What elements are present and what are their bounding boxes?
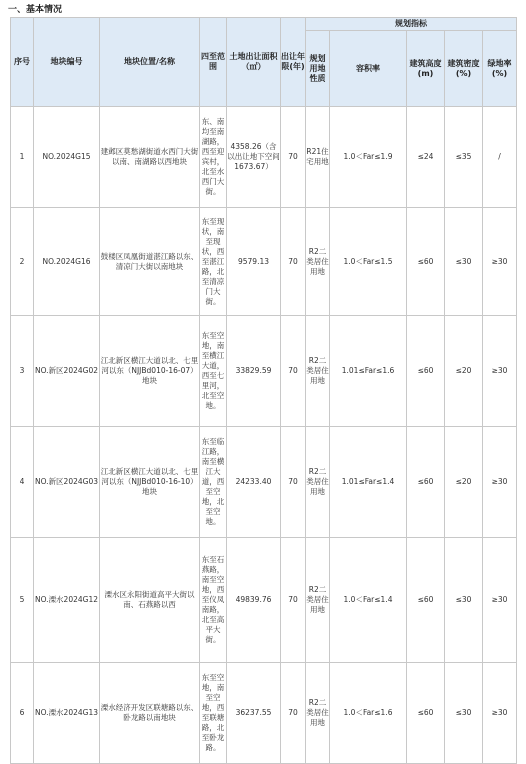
- term-cell: 70: [281, 538, 306, 663]
- term-cell: 70: [281, 316, 306, 427]
- area-cell: 36237.55: [227, 663, 281, 764]
- green-cell: ≥30: [483, 427, 517, 538]
- section-title: 一、基本情况: [8, 5, 63, 15]
- seq-cell: 1: [11, 107, 34, 208]
- header-term: 出让年限(年): [281, 18, 306, 107]
- term-cell: 70: [281, 107, 306, 208]
- density-cell: ≤30: [445, 538, 483, 663]
- header-area: 土地出让面积（㎡）: [227, 18, 281, 107]
- use-cell: R2二类居住用地: [306, 427, 330, 538]
- density-cell: ≤20: [445, 316, 483, 427]
- location-cell: 江北新区横江大道以北、七里河以东（NJJBd010-16-07）地块: [100, 316, 200, 427]
- table-row: [11, 538, 517, 663]
- far-cell: 1.0＜Far≤1.5: [330, 208, 407, 316]
- height-cell: ≤24: [407, 107, 445, 208]
- far-cell: 1.0＜Far≤1.4: [330, 538, 407, 663]
- use-cell: R21住宅用地: [306, 107, 330, 208]
- boundary-cell: 东至空地，南至空地，西至联塘路，北至卧龙路。: [200, 663, 227, 764]
- far-cell: 1.0＜Far≤1.9: [330, 107, 407, 208]
- area-cell: 4358.26（含以出让地下空间1673.67）: [227, 107, 281, 208]
- parcel-no-cell: NO.2024G15: [34, 107, 100, 208]
- boundary-cell: 东至石燕路，南至空地，西至仪凤南路，北至高平大街。: [200, 538, 227, 663]
- parcel-no-cell: NO.溧水2024G13: [34, 663, 100, 764]
- use-cell: R2二类居住用地: [306, 208, 330, 316]
- parcel-no-cell: NO.新区2024G02: [34, 316, 100, 427]
- height-cell: ≤60: [407, 316, 445, 427]
- area-cell: 9579.13: [227, 208, 281, 316]
- far-cell: 1.01≤Far≤1.6: [330, 316, 407, 427]
- green-cell: ≥30: [483, 208, 517, 316]
- term-cell: 70: [281, 427, 306, 538]
- boundary-cell: 东至临江路，南至横江大道，西至空地，北至空地。: [200, 427, 227, 538]
- boundary-cell: 东、南均至南湖路，西至迎宾村，北至水西门大街。: [200, 107, 227, 208]
- header-height: 建筑高度(m): [407, 31, 445, 107]
- height-cell: ≤60: [407, 427, 445, 538]
- density-cell: ≤30: [445, 663, 483, 764]
- area-cell: 33829.59: [227, 316, 281, 427]
- far-cell: 1.0＜Far≤1.6: [330, 663, 407, 764]
- table-row: [11, 663, 517, 764]
- height-cell: ≤60: [407, 208, 445, 316]
- term-cell: 70: [281, 663, 306, 764]
- density-cell: ≤35: [445, 107, 483, 208]
- location-cell: 江北新区横江大道以北、七里河以东（NJJBd010-16-10）地块: [100, 427, 200, 538]
- location-cell: 建邺区莫愁湖街道水西门大街以南、南湖路以西地块: [100, 107, 200, 208]
- use-cell: R2二类居住用地: [306, 663, 330, 764]
- density-cell: ≤20: [445, 427, 483, 538]
- table-row: [11, 208, 517, 316]
- header-planning-group: 规划指标: [306, 18, 517, 31]
- location-cell: 溧水区永阳街道高平大街以南、石燕路以西: [100, 538, 200, 663]
- use-cell: R2二类居住用地: [306, 316, 330, 427]
- parcel-no-cell: NO.新区2024G03: [34, 427, 100, 538]
- far-cell: 1.01≤Far≤1.4: [330, 427, 407, 538]
- header-location: 地块位置/名称: [100, 18, 200, 107]
- table-row: [11, 316, 517, 427]
- header-density: 建筑密度(%): [445, 31, 483, 107]
- boundary-cell: 东至空地，南至横江大道，西至七里河，北至空地。: [200, 316, 227, 427]
- term-cell: 70: [281, 208, 306, 316]
- height-cell: ≤60: [407, 538, 445, 663]
- area-cell: 49839.76: [227, 538, 281, 663]
- seq-cell: 6: [11, 663, 34, 764]
- parcel-no-cell: NO.2024G16: [34, 208, 100, 316]
- header-seq: 序号: [11, 18, 34, 107]
- seq-cell: 3: [11, 316, 34, 427]
- seq-cell: 2: [11, 208, 34, 316]
- density-cell: ≤30: [445, 208, 483, 316]
- table-row: [11, 107, 517, 208]
- header-boundary: 四至范围: [200, 18, 227, 107]
- location-cell: 鼓楼区凤凰街道湛江路以东、清凉门大街以南地块: [100, 208, 200, 316]
- green-cell: ≥30: [483, 663, 517, 764]
- height-cell: ≤60: [407, 663, 445, 764]
- seq-cell: 4: [11, 427, 34, 538]
- header-parcel-no: 地块编号: [34, 18, 100, 107]
- parcel-no-cell: NO.溧水2024G12: [34, 538, 100, 663]
- use-cell: R2二类居住用地: [306, 538, 330, 663]
- green-cell: /: [483, 107, 517, 208]
- area-cell: 24233.40: [227, 427, 281, 538]
- header-green: 绿地率(%): [483, 31, 517, 107]
- land-parcel-table: [10, 17, 517, 764]
- header-far: 容积率: [330, 31, 407, 107]
- seq-cell: 5: [11, 538, 34, 663]
- location-cell: 溧水经济开发区联塘路以东、卧龙路以南地块: [100, 663, 200, 764]
- table-row: [11, 427, 517, 538]
- green-cell: ≥30: [483, 316, 517, 427]
- green-cell: ≥30: [483, 538, 517, 663]
- header-use: 规划用地性质: [306, 31, 330, 107]
- boundary-cell: 东至现状，南至现状，西至湛江路，北至清凉门大街。: [200, 208, 227, 316]
